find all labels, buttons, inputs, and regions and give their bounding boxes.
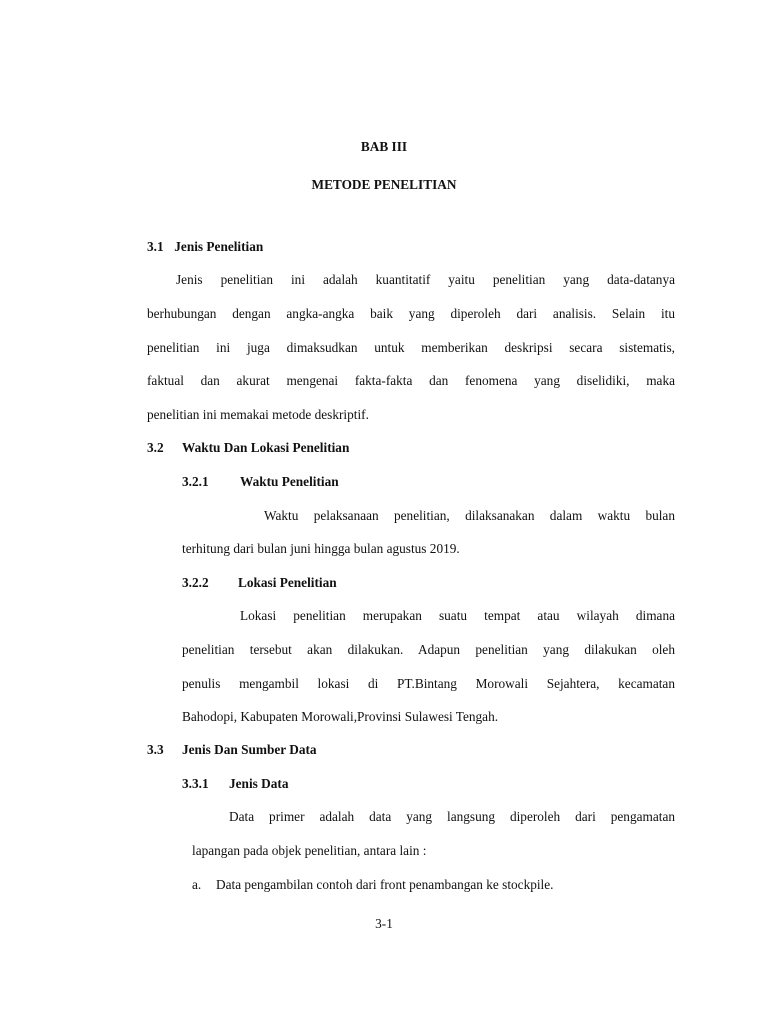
list-marker: a. xyxy=(192,877,202,892)
section-number: 3.3 xyxy=(147,742,164,757)
list-item xyxy=(192,877,553,893)
subsection-title: Lokasi Penelitian xyxy=(238,575,337,590)
section-number: 3.1 xyxy=(147,239,164,254)
paragraph-line: Bahodopi, Kabupaten Morowali,Provinsi Sulawesi Tengah. xyxy=(182,709,499,724)
page-number: 3-1 xyxy=(375,916,393,931)
list-item-text: Data pengambilan contoh dari front penambangan ke stockpile. xyxy=(216,877,554,892)
subsection-3-2-1-heading xyxy=(182,474,339,490)
paragraph-line: Data primer adalah data yang langsung diperoleh dari pengamatan xyxy=(229,809,675,824)
section-number: 3.2 xyxy=(147,440,164,455)
paragraph-line: penelitian ini memakai metode deskriptif. xyxy=(147,407,369,422)
section-3-3-heading xyxy=(147,742,317,758)
chapter-title: METODE PENELITIAN xyxy=(311,177,457,192)
subsection-3-3-1-heading xyxy=(182,776,288,792)
section-title: Jenis Dan Sumber Data xyxy=(182,742,317,757)
subsection-number: 3.3.1 xyxy=(182,776,209,791)
paragraph-line: faktual dan akurat mengenai fakta-fakta dan fenomena yang diselidiki, maka xyxy=(147,373,675,388)
paragraph-line: Lokasi penelitian merupakan suatu tempat atau wilayah dimana xyxy=(240,608,675,623)
paragraph-line: berhubungan dengan angka-angka baik yang diperoleh dari analisis. Selain itu xyxy=(147,306,675,321)
subsection-number: 3.2.1 xyxy=(182,474,209,489)
subsection-title: Jenis Data xyxy=(229,776,289,791)
chapter-number: BAB III xyxy=(360,139,408,154)
subsection-number: 3.2.2 xyxy=(182,575,209,590)
paragraph-line: penulis mengambil lokasi di PT.Bintang Morowali Sejahtera, kecamatan xyxy=(182,676,675,691)
paragraph-line: penelitian ini juga dimaksudkan untuk memberikan deskripsi secara sistematis, xyxy=(147,340,675,355)
paragraph-line: Jenis penelitian ini adalah kuantitatif yaitu penelitian yang data-datanya xyxy=(176,272,675,287)
section-3-2-heading xyxy=(147,440,349,456)
section-3-1-heading xyxy=(147,239,263,255)
paragraph-line: penelitian tersebut akan dilakukan. Adapun penelitian yang dilakukan oleh xyxy=(182,642,675,657)
section-title: Jenis Penelitian xyxy=(174,239,264,254)
section-title: Waktu Dan Lokasi Penelitian xyxy=(182,440,350,455)
paragraph-line: Waktu pelaksanaan penelitian, dilaksanakan dalam waktu bulan xyxy=(264,508,675,523)
paragraph-line: terhitung dari bulan juni hingga bulan agustus 2019. xyxy=(182,541,460,556)
subsection-title: Waktu Penelitian xyxy=(240,474,339,489)
paragraph-line: lapangan pada objek penelitian, antara lain : xyxy=(192,843,427,858)
subsection-3-2-2-heading xyxy=(182,575,337,591)
